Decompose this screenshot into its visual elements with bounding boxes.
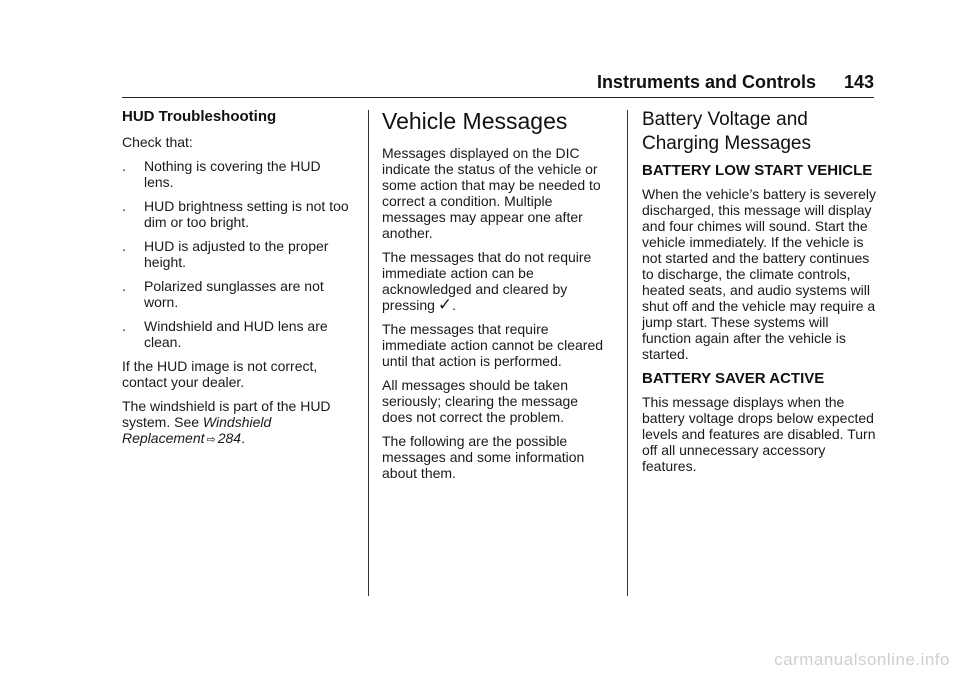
bullet: . [122,318,126,334]
list-item: . Nothing is covering the HUD lens. [122,158,321,190]
checkmark-icon: ✓ [437,295,453,314]
column-divider-2 [627,110,628,596]
bullet: . [122,238,126,254]
battery-low-heading: BATTERY LOW START VEHICLE [642,162,873,179]
possible-messages-paragraph: The following are the possible messages and some information about them. [382,433,585,481]
column-hud-troubleshooting [122,108,352,456]
battery-low-paragraph: When the vehicle’s battery is severely discharged, this message will display and four chimes will sound. Start the vehicle immediately. If the vehicle is not started and the battery continues to discharge, the climate controls, heated seats, and audio systems will shut off and the vehicle may require a jump start. These systems will function again after the vehicle is started. [642,186,876,362]
bullet: . [122,198,126,214]
page-header [0,72,874,93]
page-number: 143 [843,72,874,92]
bullet: . [122,278,126,294]
list-item: . HUD brightness setting is not too dim or too bright. [122,198,349,230]
windshield-paragraph: The windshield is part of the HUD system. See Windshield Replacement ⇨ 284. [122,398,331,446]
messages-intro-paragraph: Messages displayed on the DIC indicate the status of the vehicle or some action that may be needed to correct a condition. Multiple messages may appear one after another. [382,145,601,241]
dealer-paragraph: If the HUD image is not correct, contact your dealer. [122,358,318,390]
list-item: . Polarized sunglasses are not worn. [122,278,324,310]
header-rule [122,97,874,98]
column-vehicle-messages [382,108,612,489]
check-that-text: Check that: [122,134,193,150]
vehicle-messages-heading: Vehicle Messages [382,108,568,134]
list-item: . Windshield and HUD lens are clean. [122,318,328,350]
hud-troubleshooting-heading: HUD Troubleshooting [122,108,277,125]
page-reference[interactable]: 284 [217,430,242,446]
immediate-action-paragraph: The messages that require immediate action cannot be cleared until that action is performed. [382,321,604,369]
take-seriously-paragraph: All messages should be taken seriously; clearing the message does not correct the problem. [382,377,579,425]
battery-saver-heading: BATTERY SAVER ACTIVE [642,370,825,387]
windshield-replacement-link[interactable]: Windshield Replacement [122,414,272,446]
list-item: . HUD is adjusted to the proper height. [122,238,329,270]
page-arrow-icon: ⇨ [206,434,216,446]
battery-voltage-heading: Battery Voltage and Charging Messages [642,109,811,154]
battery-saver-paragraph: This message displays when the battery voltage drops below expected levels and features are disabled. Turn off all unnecessary accessory features. [642,394,876,474]
column-battery-messages [642,108,876,482]
section-title: Instruments and Controls [596,72,816,92]
column-divider-1 [368,110,369,596]
bullet: . [122,158,126,174]
watermark: carmanualsonline.info [774,650,950,669]
acknowledge-paragraph: The messages that do not require immediate action can be acknowledged and cleared by pressing ✓. [382,249,592,314]
